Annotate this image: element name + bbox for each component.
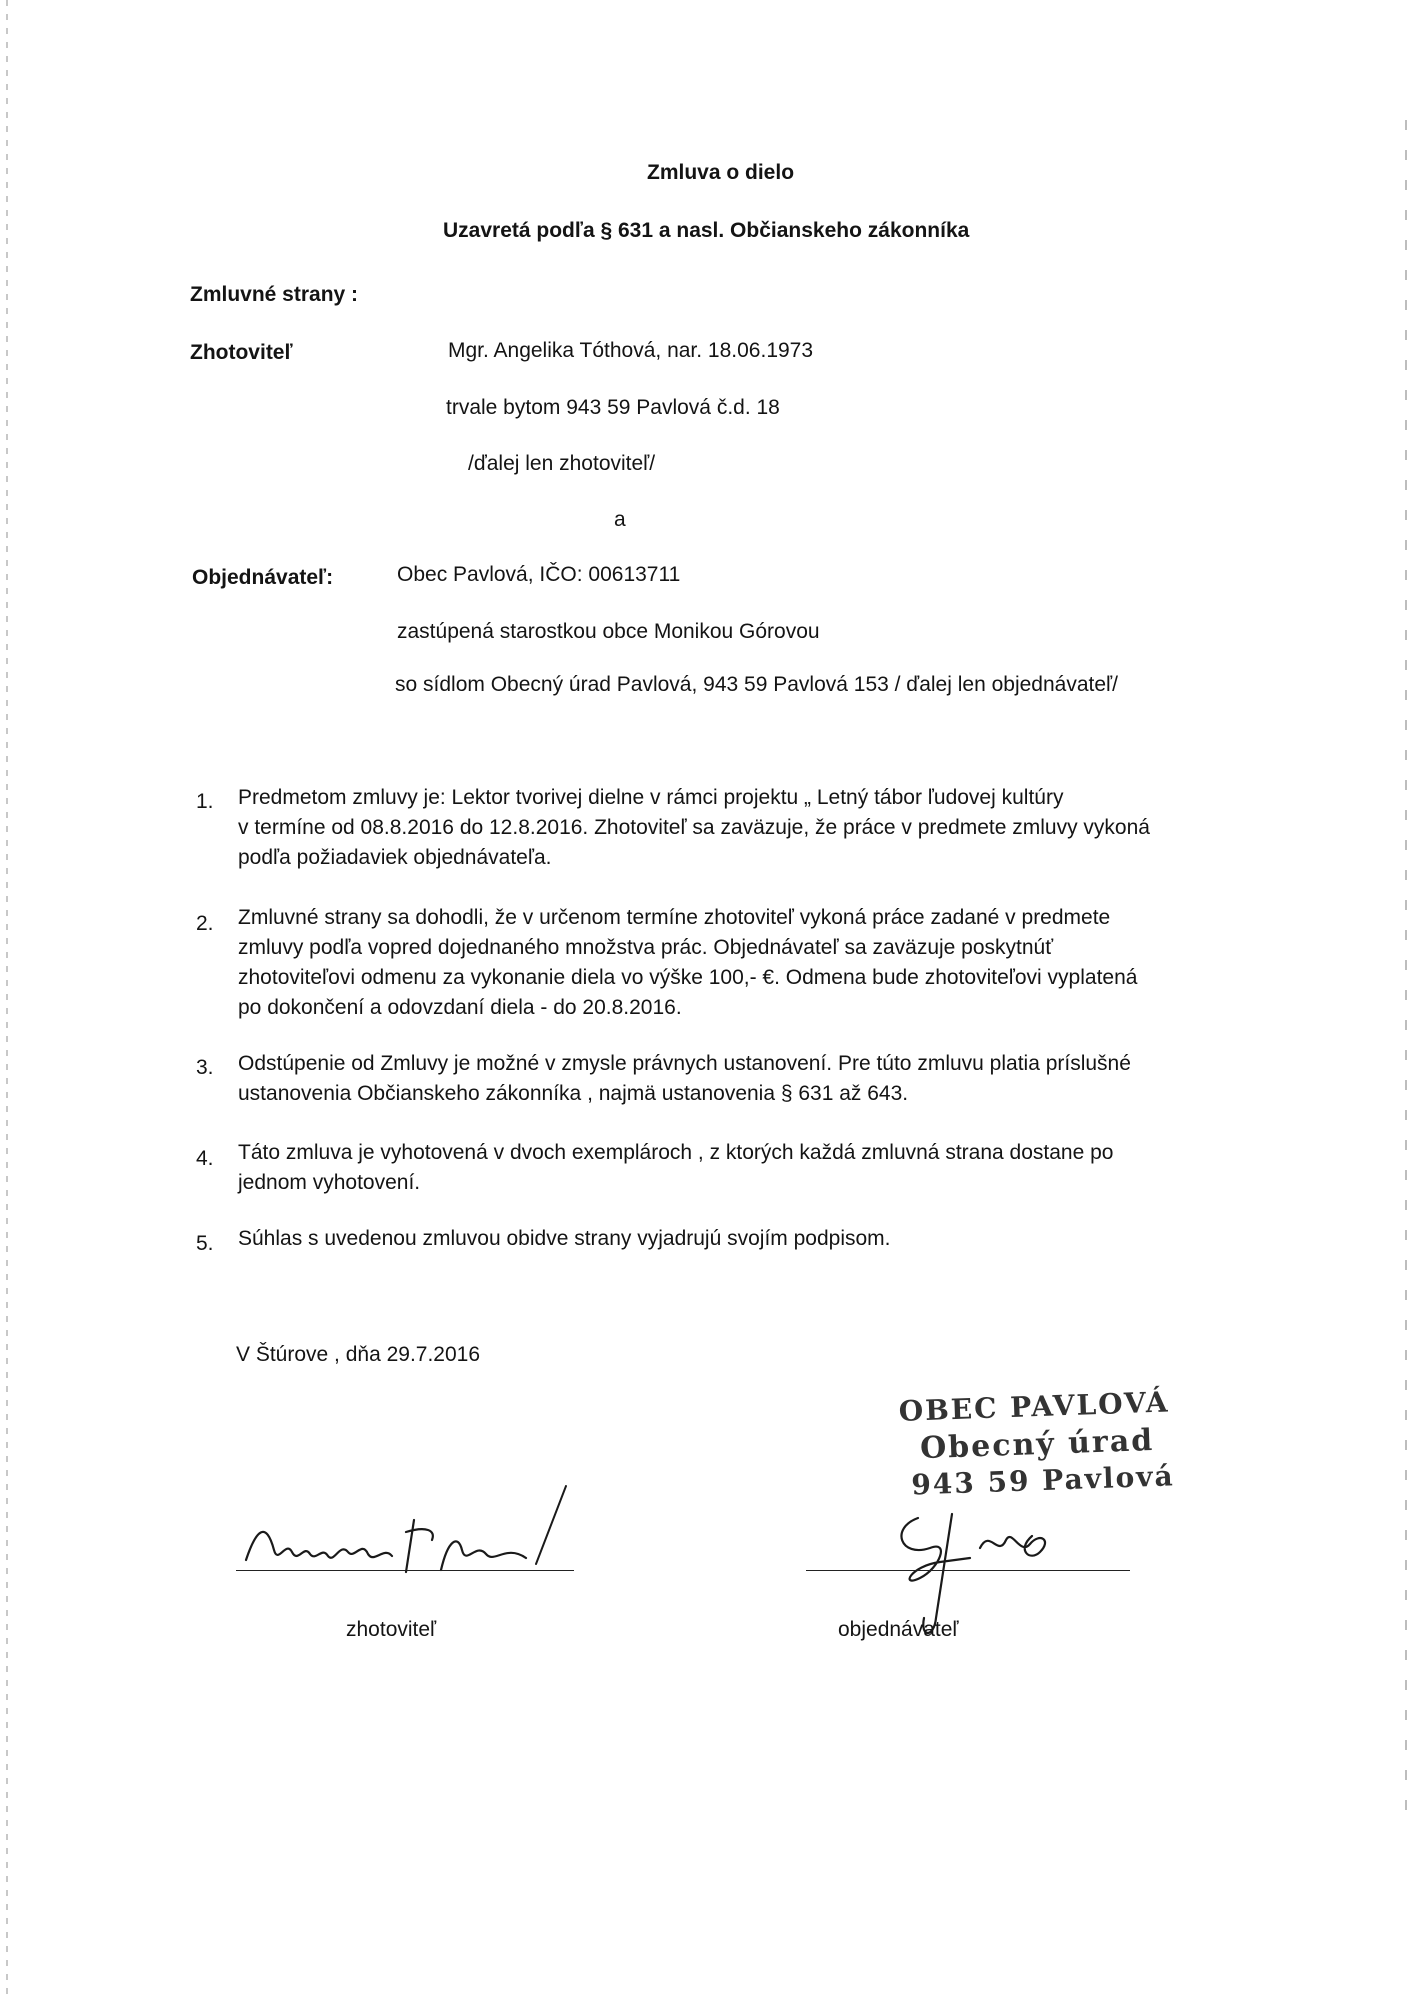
place-date: V Štúrove , dňa 29.7.2016 <box>236 1343 481 1366</box>
clause-line: Súhlas s uvedenou zmluvou obidve strany vyjadrujú svojím podpisom. <box>238 1227 891 1250</box>
signature-line-right <box>806 1570 1130 1571</box>
stamp-line: OBEC PAVLOVÁ <box>898 1385 1170 1428</box>
conjunction: a <box>614 508 626 531</box>
clause-line: v termíne od 08.8.2016 do 12.8.2016. Zhotoviteľ sa zaväzuje, že práce v predmete zmluvy vykoná <box>238 816 1150 839</box>
clause-number: 2. <box>196 912 214 935</box>
signature-line-left <box>236 1570 574 1571</box>
clause-text <box>238 1138 1258 1198</box>
clause-number: 1. <box>196 790 214 813</box>
stamp-line: Obecný úrad <box>919 1423 1155 1467</box>
clause-text <box>238 1049 1258 1109</box>
contractor-address: trvale bytom 943 59 Pavlová č.d. 18 <box>446 396 780 419</box>
client-represented: zastúpená starostkou obce Monikou Górovou <box>397 620 820 643</box>
client-seat: so sídlom Obecný úrad Pavlová, 943 59 Pavlová 153 / ďalej len objednávateľ/ <box>395 673 1118 696</box>
clause-line: podľa požiadaviek objednávateľa. <box>238 846 552 869</box>
clause-number: 5. <box>196 1232 214 1255</box>
clause-line: Predmetom zmluvy je: Lektor tvorivej dielne v rámci projektu „ Letný tábor ľudovej kultúry <box>238 786 1064 809</box>
clause-line: zhotoviteľovi odmenu za vykonanie diela vo výške 100,- €. Odmena bude zhotoviteľovi vyplatená <box>238 966 1138 989</box>
clause-number: 4. <box>196 1147 214 1170</box>
clause-text <box>238 903 1258 1023</box>
contractor-signature <box>236 1480 576 1580</box>
clause-line: Odstúpenie od Zmluvy je možné v zmysle právnych ustanovení. Pre túto zmluvu platia príslušné <box>238 1052 1131 1075</box>
clause-number: 3. <box>196 1056 214 1079</box>
stamp-line: 943 59 Pavlová <box>910 1459 1176 1502</box>
parties-heading: Zmluvné strany : <box>190 283 359 306</box>
contractor-name: Mgr. Angelika Tóthová, nar. 18.06.1973 <box>448 339 814 362</box>
scan-edge-left <box>6 0 8 2000</box>
document-title: Zmluva o dielo <box>647 161 795 184</box>
clause-line: zmluvy podľa vopred dojednaného množstva prác. Objednávateľ sa zaväzuje poskytnúť <box>238 936 1054 959</box>
scan-edge-right <box>1405 120 1407 1820</box>
clause-line: Táto zmluva je vyhotovená v dvoch exemplároch , z ktorých každá zmluvná strana dostane po <box>238 1141 1114 1164</box>
clause-line: po dokončení a odovzdaní diela - do 20.8.2016. <box>238 996 682 1019</box>
contractor-note: /ďalej len zhotoviteľ/ <box>468 452 656 475</box>
clause-text <box>238 1224 1258 1254</box>
clause-line: ustanovenia Občianskeho zákonníka , najmä ustanovenia § 631 až 643. <box>238 1082 909 1105</box>
contractor-label: Zhotoviteľ <box>190 341 293 364</box>
clause-line: Zmluvné strany sa dohodli, že v určenom termíne zhotoviteľ vykoná práce zadané v predmete <box>238 906 1111 929</box>
client-signature-label: objednávateľ <box>838 1618 959 1641</box>
clause-text <box>238 783 1258 873</box>
client-label: Objednávateľ: <box>192 566 334 589</box>
clause-line: jednom vyhotovení. <box>238 1171 421 1194</box>
contractor-signature-label: zhotoviteľ <box>346 1618 437 1641</box>
client-name: Obec Pavlová, IČO: 00613711 <box>397 563 681 586</box>
document-subtitle: Uzavretá podľa § 631 a nasl. Občianskeho zákonníka <box>443 219 970 242</box>
